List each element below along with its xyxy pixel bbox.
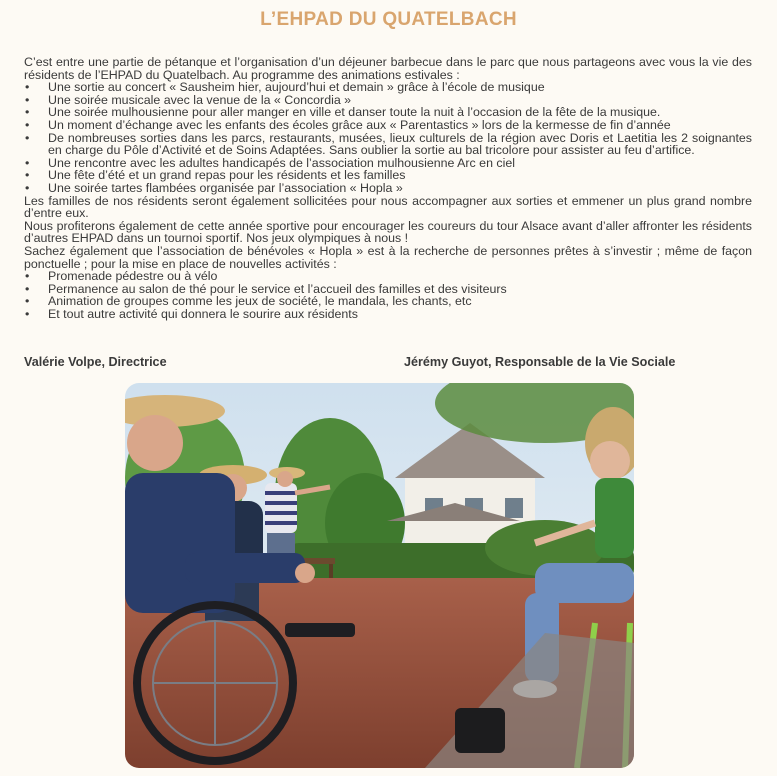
list-item: • Une soirée mulhousienne pour aller manger en ville et danser toute la nuit à l’occasion de la fête de la musique. <box>24 106 752 119</box>
list-item: • De nombreuses sorties dans les parcs, restaurants, musées, lieux culturels de la région avec Doris et Laetitia les 2 soignantes en charge du Pôle d’Activité et de Soins Adaptées. Sans oublier la sortie au bal tricolore pour assister au feu d’artifice. <box>24 132 752 157</box>
page-title: L’EHPAD DU QUATELBACH <box>260 9 517 30</box>
volunteers-paragraph: Sachez également que l’association de bénévoles « Hopla » est à la recherche de personnes prêtes à s’investir ; même de façon ponctuelle ; pour la mise en place de nouvelles activités : <box>24 243 752 271</box>
list-item: • Une soirée musicale avec la venue de la « Concordia » <box>24 94 752 107</box>
list-item: • Une rencontre avec les adultes handicapés de l’association mulhousienne Arc en ciel <box>24 157 752 170</box>
intro-paragraph: C’est entre une partie de pétanque et l’organisation d’un déjeuner barbecue dans le parc que nous partageons avec vous la vie des résidents de l’EHPAD du Quatelbach. Au programme des animations estivales : <box>24 55 752 82</box>
list-item: • Permanence au salon de thé pour le service et l’accueil des familles et des visiteurs <box>24 283 752 296</box>
list-item: • Promenade pédestre ou à vélo <box>24 270 752 283</box>
signature-director: Valérie Volpe, Directrice <box>24 355 167 369</box>
families-paragraph: Les familles de nos résidents seront également sollicitées pour nous accompagner aux sorties et emmener un plus grand nombre d’entre eux. <box>24 193 752 221</box>
signature-social-manager: Jérémy Guyot, Responsable de la Vie Sociale <box>404 355 676 369</box>
residents-petanque-photo <box>125 383 634 768</box>
volunteer-activities-list <box>24 270 752 320</box>
list-item: • Animation de groupes comme les jeux de société, le mandala, les chants, etc <box>24 295 752 308</box>
article-body <box>24 56 752 320</box>
sport-paragraph: Nous profiterons également de cette année sportive pour encourager les coureurs du tour Alsace avant d’aller affronter les résidents d’autres EHPAD dans un tournoi sportif. Nos jeux olympiques à nous ! <box>24 218 752 246</box>
list-item: • Une fête d’été et un grand repas pour les résidents et les familles <box>24 169 752 182</box>
list-item: • Un moment d’échange avec les enfants des écoles grâce aux « Parentastics » lors de la kermesse de fin d’année <box>24 119 752 132</box>
list-item: • Et tout autre activité qui donnera le sourire aux résidents <box>24 308 752 321</box>
list-item: • Une sortie au concert « Sausheim hier, aujourd’hui et demain » grâce à l’école de musique <box>24 81 752 94</box>
signatures <box>24 355 752 371</box>
activities-list <box>24 81 752 194</box>
list-item: • Une soirée tartes flambées organisée par l’association « Hopla » <box>24 182 752 195</box>
